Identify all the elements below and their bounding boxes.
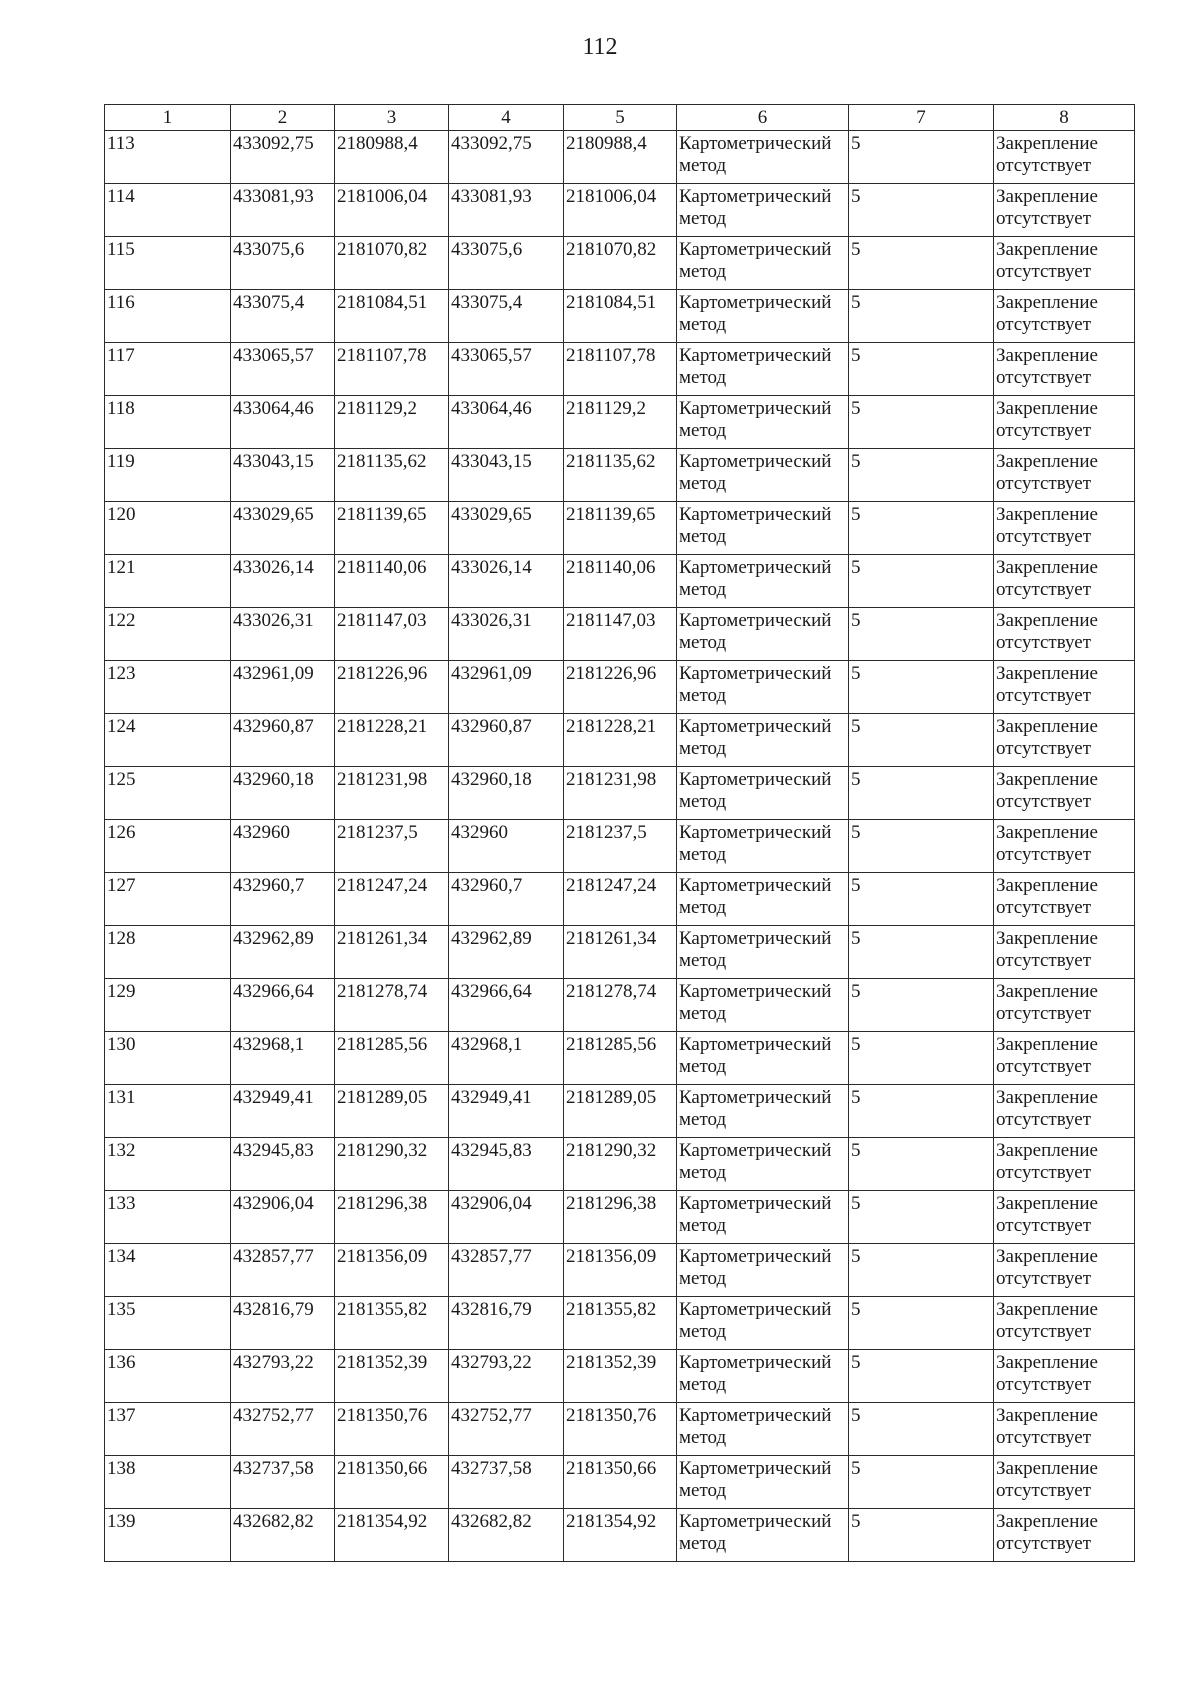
- y-coordinate-cell: 2181135,62: [564, 449, 677, 502]
- y-coordinate-cell: 2181129,2: [335, 396, 449, 449]
- accuracy-cell: 5: [849, 873, 994, 926]
- y-coordinate-cell: 2181285,56: [564, 1032, 677, 1085]
- point-number-cell: 139: [105, 1509, 231, 1562]
- point-number-cell: 131: [105, 1085, 231, 1138]
- y-coordinate-cell: 2181290,32: [564, 1138, 677, 1191]
- accuracy-cell: 5: [849, 714, 994, 767]
- x-coordinate-cell: 432960,7: [449, 873, 564, 926]
- table-body: [105, 131, 1135, 1562]
- x-coordinate-cell: 433026,14: [231, 555, 335, 608]
- table-row: [105, 1509, 1135, 1562]
- method-cell: Картометрический метод: [677, 290, 849, 343]
- y-coordinate-cell: 2181356,09: [335, 1244, 449, 1297]
- y-coordinate-cell: 2181354,92: [564, 1509, 677, 1562]
- y-coordinate-cell: 2181140,06: [335, 555, 449, 608]
- fixing-description-cell: Закрепление отсутствует: [994, 184, 1135, 237]
- accuracy-cell: 5: [849, 1297, 994, 1350]
- point-number-cell: 135: [105, 1297, 231, 1350]
- x-coordinate-cell: 432793,22: [449, 1350, 564, 1403]
- x-coordinate-cell: 433065,57: [231, 343, 335, 396]
- y-coordinate-cell: 2181006,04: [335, 184, 449, 237]
- method-cell: Картометрический метод: [677, 926, 849, 979]
- point-number-cell: 119: [105, 449, 231, 502]
- y-coordinate-cell: 2181247,24: [564, 873, 677, 926]
- accuracy-cell: 5: [849, 767, 994, 820]
- column-header: 4: [449, 105, 564, 131]
- fixing-description-cell: Закрепление отсутствует: [994, 396, 1135, 449]
- x-coordinate-cell: 432906,04: [231, 1191, 335, 1244]
- y-coordinate-cell: 2181289,05: [335, 1085, 449, 1138]
- table-row: [105, 1244, 1135, 1297]
- x-coordinate-cell: 433026,14: [449, 555, 564, 608]
- column-header: 5: [564, 105, 677, 131]
- y-coordinate-cell: 2181289,05: [564, 1085, 677, 1138]
- point-number-cell: 116: [105, 290, 231, 343]
- y-coordinate-cell: 2181350,66: [564, 1456, 677, 1509]
- fixing-description-cell: Закрепление отсутствует: [994, 661, 1135, 714]
- y-coordinate-cell: 2181352,39: [564, 1350, 677, 1403]
- method-cell: Картометрический метод: [677, 608, 849, 661]
- page-number: 112: [582, 34, 618, 60]
- y-coordinate-cell: 2181355,82: [335, 1297, 449, 1350]
- y-coordinate-cell: 2181237,5: [564, 820, 677, 873]
- x-coordinate-cell: 432682,82: [231, 1509, 335, 1562]
- column-header: 3: [335, 105, 449, 131]
- y-coordinate-cell: 2181228,21: [564, 714, 677, 767]
- accuracy-cell: 5: [849, 290, 994, 343]
- y-coordinate-cell: 2181226,96: [564, 661, 677, 714]
- x-coordinate-cell: 432962,89: [449, 926, 564, 979]
- fixing-description-cell: Закрепление отсутствует: [994, 343, 1135, 396]
- x-coordinate-cell: 432968,1: [449, 1032, 564, 1085]
- table-row: [105, 184, 1135, 237]
- y-coordinate-cell: 2180988,4: [335, 131, 449, 184]
- accuracy-cell: 5: [849, 1350, 994, 1403]
- x-coordinate-cell: 432737,58: [231, 1456, 335, 1509]
- accuracy-cell: 5: [849, 1456, 994, 1509]
- table-row: [105, 714, 1135, 767]
- x-coordinate-cell: 432960,18: [449, 767, 564, 820]
- y-coordinate-cell: 2181228,21: [335, 714, 449, 767]
- table-row: [105, 1297, 1135, 1350]
- x-coordinate-cell: 432906,04: [449, 1191, 564, 1244]
- y-coordinate-cell: 2181237,5: [335, 820, 449, 873]
- y-coordinate-cell: 2181139,65: [335, 502, 449, 555]
- column-header: 6: [677, 105, 849, 131]
- fixing-description-cell: Закрепление отсутствует: [994, 1456, 1135, 1509]
- y-coordinate-cell: 2181285,56: [335, 1032, 449, 1085]
- method-cell: Картометрический метод: [677, 184, 849, 237]
- fixing-description-cell: Закрепление отсутствует: [994, 979, 1135, 1032]
- table-row: [105, 290, 1135, 343]
- method-cell: Картометрический метод: [677, 1403, 849, 1456]
- table-row: [105, 1403, 1135, 1456]
- fixing-description-cell: Закрепление отсутствует: [994, 1191, 1135, 1244]
- column-header: 8: [994, 105, 1135, 131]
- fixing-description-cell: Закрепление отсутствует: [994, 1297, 1135, 1350]
- x-coordinate-cell: 433075,4: [449, 290, 564, 343]
- method-cell: Картометрический метод: [677, 820, 849, 873]
- fixing-description-cell: Закрепление отсутствует: [994, 873, 1135, 926]
- x-coordinate-cell: 432960,7: [231, 873, 335, 926]
- table-row: [105, 449, 1135, 502]
- x-coordinate-cell: 432968,1: [231, 1032, 335, 1085]
- y-coordinate-cell: 2181261,34: [335, 926, 449, 979]
- x-coordinate-cell: 432961,09: [449, 661, 564, 714]
- fixing-description-cell: Закрепление отсутствует: [994, 131, 1135, 184]
- y-coordinate-cell: 2181350,76: [564, 1403, 677, 1456]
- x-coordinate-cell: 433081,93: [231, 184, 335, 237]
- method-cell: Картометрический метод: [677, 396, 849, 449]
- x-coordinate-cell: 433075,6: [231, 237, 335, 290]
- fixing-description-cell: Закрепление отсутствует: [994, 449, 1135, 502]
- y-coordinate-cell: 2181107,78: [564, 343, 677, 396]
- y-coordinate-cell: 2181350,76: [335, 1403, 449, 1456]
- accuracy-cell: 5: [849, 449, 994, 502]
- point-number-cell: 127: [105, 873, 231, 926]
- point-number-cell: 115: [105, 237, 231, 290]
- method-cell: Картометрический метод: [677, 767, 849, 820]
- table-row: [105, 237, 1135, 290]
- y-coordinate-cell: 2181084,51: [564, 290, 677, 343]
- fixing-description-cell: Закрепление отсутствует: [994, 502, 1135, 555]
- method-cell: Картометрический метод: [677, 1456, 849, 1509]
- column-header: 2: [231, 105, 335, 131]
- accuracy-cell: 5: [849, 1191, 994, 1244]
- y-coordinate-cell: 2181231,98: [564, 767, 677, 820]
- accuracy-cell: 5: [849, 502, 994, 555]
- method-cell: Картометрический метод: [677, 979, 849, 1032]
- coordinates-table: [104, 104, 1135, 1562]
- x-coordinate-cell: 432752,77: [231, 1403, 335, 1456]
- x-coordinate-cell: 433081,93: [449, 184, 564, 237]
- point-number-cell: 123: [105, 661, 231, 714]
- y-coordinate-cell: 2181290,32: [335, 1138, 449, 1191]
- y-coordinate-cell: 2181296,38: [564, 1191, 677, 1244]
- y-coordinate-cell: 2181355,82: [564, 1297, 677, 1350]
- table-row: [105, 873, 1135, 926]
- accuracy-cell: 5: [849, 926, 994, 979]
- accuracy-cell: 5: [849, 1138, 994, 1191]
- x-coordinate-cell: 433075,4: [231, 290, 335, 343]
- fixing-description-cell: Закрепление отсутствует: [994, 1244, 1135, 1297]
- fixing-description-cell: Закрепление отсутствует: [994, 1403, 1135, 1456]
- table-header-row: [105, 105, 1135, 131]
- method-cell: Картометрический метод: [677, 1032, 849, 1085]
- method-cell: Картометрический метод: [677, 1244, 849, 1297]
- accuracy-cell: 5: [849, 979, 994, 1032]
- fixing-description-cell: Закрепление отсутствует: [994, 1032, 1135, 1085]
- fixing-description-cell: Закрепление отсутствует: [994, 555, 1135, 608]
- x-coordinate-cell: 433026,31: [449, 608, 564, 661]
- y-coordinate-cell: 2181084,51: [335, 290, 449, 343]
- accuracy-cell: 5: [849, 820, 994, 873]
- fixing-description-cell: Закрепление отсутствует: [994, 1509, 1135, 1562]
- y-coordinate-cell: 2181231,98: [335, 767, 449, 820]
- fixing-description-cell: Закрепление отсутствует: [994, 926, 1135, 979]
- fixing-description-cell: Закрепление отсутствует: [994, 1138, 1135, 1191]
- fixing-description-cell: Закрепление отсутствует: [994, 1350, 1135, 1403]
- x-coordinate-cell: 433075,6: [449, 237, 564, 290]
- x-coordinate-cell: 432962,89: [231, 926, 335, 979]
- y-coordinate-cell: 2181140,06: [564, 555, 677, 608]
- x-coordinate-cell: 432752,77: [449, 1403, 564, 1456]
- point-number-cell: 134: [105, 1244, 231, 1297]
- x-coordinate-cell: 433064,46: [449, 396, 564, 449]
- x-coordinate-cell: 432966,64: [231, 979, 335, 1032]
- accuracy-cell: 5: [849, 1085, 994, 1138]
- fixing-description-cell: Закрепление отсутствует: [994, 820, 1135, 873]
- point-number-cell: 126: [105, 820, 231, 873]
- y-coordinate-cell: 2181226,96: [335, 661, 449, 714]
- y-coordinate-cell: 2181135,62: [335, 449, 449, 502]
- x-coordinate-cell: 432816,79: [231, 1297, 335, 1350]
- fixing-description-cell: Закрепление отсутствует: [994, 608, 1135, 661]
- y-coordinate-cell: 2181354,92: [335, 1509, 449, 1562]
- method-cell: Картометрический метод: [677, 1297, 849, 1350]
- x-coordinate-cell: 432960: [449, 820, 564, 873]
- method-cell: Картометрический метод: [677, 1138, 849, 1191]
- accuracy-cell: 5: [849, 608, 994, 661]
- x-coordinate-cell: 433043,15: [231, 449, 335, 502]
- point-number-cell: 132: [105, 1138, 231, 1191]
- point-number-cell: 113: [105, 131, 231, 184]
- table-row: [105, 1350, 1135, 1403]
- column-header: 1: [105, 105, 231, 131]
- y-coordinate-cell: 2181350,66: [335, 1456, 449, 1509]
- point-number-cell: 129: [105, 979, 231, 1032]
- y-coordinate-cell: 2181247,24: [335, 873, 449, 926]
- y-coordinate-cell: 2181356,09: [564, 1244, 677, 1297]
- method-cell: Картометрический метод: [677, 1191, 849, 1244]
- column-header: 7: [849, 105, 994, 131]
- x-coordinate-cell: 432961,09: [231, 661, 335, 714]
- y-coordinate-cell: 2181296,38: [335, 1191, 449, 1244]
- accuracy-cell: 5: [849, 184, 994, 237]
- table-row: [105, 979, 1135, 1032]
- accuracy-cell: 5: [849, 661, 994, 714]
- table-row: [105, 131, 1135, 184]
- accuracy-cell: 5: [849, 555, 994, 608]
- method-cell: Картометрический метод: [677, 661, 849, 714]
- x-coordinate-cell: 432682,82: [449, 1509, 564, 1562]
- table-row: [105, 608, 1135, 661]
- table-row: [105, 396, 1135, 449]
- x-coordinate-cell: 432945,83: [231, 1138, 335, 1191]
- y-coordinate-cell: 2181352,39: [335, 1350, 449, 1403]
- accuracy-cell: 5: [849, 1244, 994, 1297]
- x-coordinate-cell: 432857,77: [231, 1244, 335, 1297]
- method-cell: Картометрический метод: [677, 1085, 849, 1138]
- table-row: [105, 1085, 1135, 1138]
- accuracy-cell: 5: [849, 237, 994, 290]
- x-coordinate-cell: 432857,77: [449, 1244, 564, 1297]
- accuracy-cell: 5: [849, 396, 994, 449]
- table-row: [105, 1191, 1135, 1244]
- method-cell: Картометрический метод: [677, 343, 849, 396]
- point-number-cell: 114: [105, 184, 231, 237]
- y-coordinate-cell: 2181139,65: [564, 502, 677, 555]
- x-coordinate-cell: 432966,64: [449, 979, 564, 1032]
- point-number-cell: 117: [105, 343, 231, 396]
- point-number-cell: 137: [105, 1403, 231, 1456]
- y-coordinate-cell: 2181107,78: [335, 343, 449, 396]
- point-number-cell: 121: [105, 555, 231, 608]
- table-row: [105, 343, 1135, 396]
- table-row: [105, 926, 1135, 979]
- x-coordinate-cell: 432949,41: [449, 1085, 564, 1138]
- x-coordinate-cell: 432960,18: [231, 767, 335, 820]
- x-coordinate-cell: 433092,75: [231, 131, 335, 184]
- table-row: [105, 1032, 1135, 1085]
- fixing-description-cell: Закрепление отсутствует: [994, 1085, 1135, 1138]
- x-coordinate-cell: 432960: [231, 820, 335, 873]
- table-row: [105, 661, 1135, 714]
- accuracy-cell: 5: [849, 131, 994, 184]
- table-row: [105, 555, 1135, 608]
- x-coordinate-cell: 432949,41: [231, 1085, 335, 1138]
- x-coordinate-cell: 433029,65: [231, 502, 335, 555]
- point-number-cell: 124: [105, 714, 231, 767]
- fixing-description-cell: Закрепление отсутствует: [994, 237, 1135, 290]
- y-coordinate-cell: 2181070,82: [335, 237, 449, 290]
- y-coordinate-cell: 2181006,04: [564, 184, 677, 237]
- x-coordinate-cell: 433092,75: [449, 131, 564, 184]
- point-number-cell: 133: [105, 1191, 231, 1244]
- method-cell: Картометрический метод: [677, 1350, 849, 1403]
- table-row: [105, 767, 1135, 820]
- point-number-cell: 128: [105, 926, 231, 979]
- point-number-cell: 120: [105, 502, 231, 555]
- point-number-cell: 136: [105, 1350, 231, 1403]
- y-coordinate-cell: 2181278,74: [335, 979, 449, 1032]
- x-coordinate-cell: 433065,57: [449, 343, 564, 396]
- method-cell: Картометрический метод: [677, 449, 849, 502]
- table-row: [105, 1138, 1135, 1191]
- x-coordinate-cell: 432960,87: [449, 714, 564, 767]
- table-row: [105, 502, 1135, 555]
- method-cell: Картометрический метод: [677, 131, 849, 184]
- method-cell: Картометрический метод: [677, 873, 849, 926]
- accuracy-cell: 5: [849, 1403, 994, 1456]
- point-number-cell: 138: [105, 1456, 231, 1509]
- x-coordinate-cell: 433043,15: [449, 449, 564, 502]
- y-coordinate-cell: 2181070,82: [564, 237, 677, 290]
- fixing-description-cell: Закрепление отсутствует: [994, 767, 1135, 820]
- table-row: [105, 1456, 1135, 1509]
- x-coordinate-cell: 432945,83: [449, 1138, 564, 1191]
- point-number-cell: 118: [105, 396, 231, 449]
- table-row: [105, 820, 1135, 873]
- x-coordinate-cell: 433029,65: [449, 502, 564, 555]
- accuracy-cell: 5: [849, 1032, 994, 1085]
- method-cell: Картометрический метод: [677, 714, 849, 767]
- method-cell: Картометрический метод: [677, 1509, 849, 1562]
- accuracy-cell: 5: [849, 343, 994, 396]
- method-cell: Картометрический метод: [677, 555, 849, 608]
- y-coordinate-cell: 2181129,2: [564, 396, 677, 449]
- point-number-cell: 122: [105, 608, 231, 661]
- y-coordinate-cell: 2180988,4: [564, 131, 677, 184]
- y-coordinate-cell: 2181147,03: [335, 608, 449, 661]
- x-coordinate-cell: 432793,22: [231, 1350, 335, 1403]
- fixing-description-cell: Закрепление отсутствует: [994, 290, 1135, 343]
- y-coordinate-cell: 2181147,03: [564, 608, 677, 661]
- x-coordinate-cell: 433064,46: [231, 396, 335, 449]
- point-number-cell: 130: [105, 1032, 231, 1085]
- fixing-description-cell: Закрепление отсутствует: [994, 714, 1135, 767]
- x-coordinate-cell: 432960,87: [231, 714, 335, 767]
- method-cell: Картометрический метод: [677, 502, 849, 555]
- y-coordinate-cell: 2181261,34: [564, 926, 677, 979]
- x-coordinate-cell: 432737,58: [449, 1456, 564, 1509]
- x-coordinate-cell: 432816,79: [449, 1297, 564, 1350]
- y-coordinate-cell: 2181278,74: [564, 979, 677, 1032]
- point-number-cell: 125: [105, 767, 231, 820]
- x-coordinate-cell: 433026,31: [231, 608, 335, 661]
- accuracy-cell: 5: [849, 1509, 994, 1562]
- method-cell: Картометрический метод: [677, 237, 849, 290]
